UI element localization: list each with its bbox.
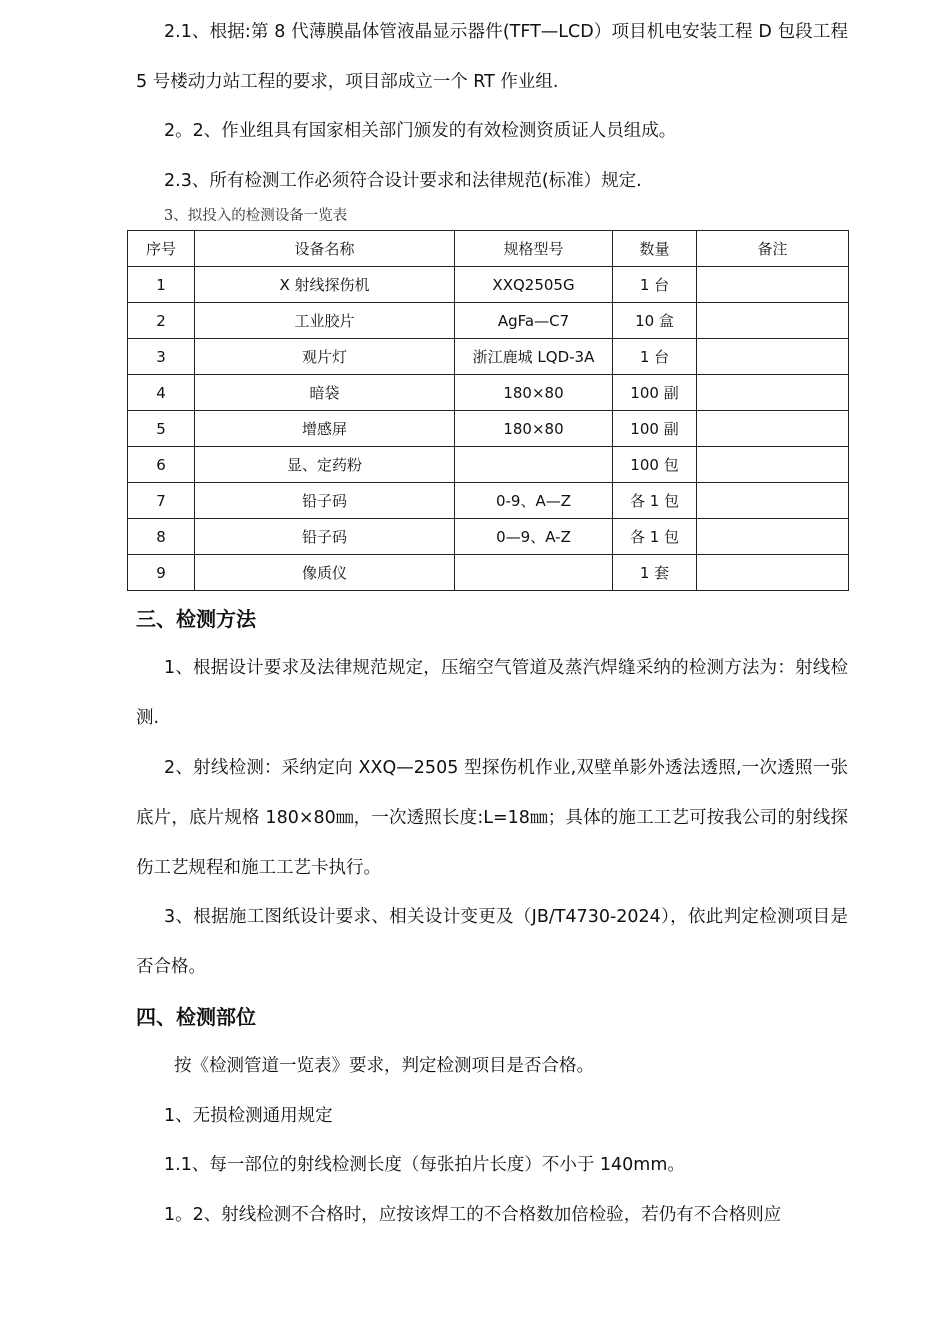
cell-model — [455, 447, 613, 483]
cell-model: 浙江鹿城 LQD-3A — [455, 339, 613, 375]
cell-remarks — [697, 555, 849, 591]
equipment-table — [127, 230, 849, 591]
table-row — [128, 447, 849, 483]
cell-quantity: 1 台 — [613, 267, 697, 303]
cell-name: 观片灯 — [195, 339, 455, 375]
header-name: 设备名称 — [195, 231, 455, 267]
cell-name: 铅子码 — [195, 519, 455, 555]
cell-remarks — [697, 375, 849, 411]
section-4-paragraph-1: 按《检测管道一览表》要求，判定检测项目是否合格。 — [174, 1056, 594, 1076]
cell-model: AgFa—C7 — [455, 303, 613, 339]
cell-quantity: 100 副 — [613, 375, 697, 411]
section-3-paragraph-3: 3、根据施工图纸设计要求、相关设计变更及（JB/T4730-2024），依此判定检测项目是否合格。 — [136, 907, 848, 977]
table-header-row — [128, 231, 849, 267]
cell-index: 6 — [128, 447, 195, 483]
cell-index: 4 — [128, 375, 195, 411]
cell-model — [455, 555, 613, 591]
cell-index: 2 — [128, 303, 195, 339]
cell-remarks — [697, 411, 849, 447]
section-4-paragraph-3: 1.1、每一部位的射线检测长度（每张拍片长度）不小于 140mm。 — [164, 1155, 685, 1175]
section-3-paragraph-2: 2、射线检测：采纳定向 XXQ—2505 型探伤机作业,双壁单影外透法透照,一次透照一张底片，底片规格 180×80㎜，一次透照长度:L=18㎜；具体的施工工艺可按我公司的射线探伤工艺规程和施工工艺卡执行。 — [136, 758, 848, 878]
cell-quantity: 1 套 — [613, 555, 697, 591]
section-4-paragraph-4: 1。2、射线检测不合格时，应按该焊工的不合格数加倍检验，若仍有不合格则应 — [164, 1205, 782, 1225]
cell-name: 工业胶片 — [195, 303, 455, 339]
table-row — [128, 267, 849, 303]
cell-name: 暗袋 — [195, 375, 455, 411]
cell-quantity: 10 盒 — [613, 303, 697, 339]
cell-index: 1 — [128, 267, 195, 303]
table-row — [128, 483, 849, 519]
cell-quantity: 1 台 — [613, 339, 697, 375]
paragraph-2-2: 2。2、作业组具有国家相关部门颁发的有效检测资质证人员组成。 — [164, 121, 677, 141]
cell-name: 显、定药粉 — [195, 447, 455, 483]
cell-remarks — [697, 483, 849, 519]
cell-remarks — [697, 519, 849, 555]
cell-index: 5 — [128, 411, 195, 447]
cell-index: 3 — [128, 339, 195, 375]
cell-remarks — [697, 303, 849, 339]
table-row — [128, 411, 849, 447]
cell-name: X 射线探伤机 — [195, 267, 455, 303]
section-4-paragraph-2: 1、无损检测通用规定 — [164, 1106, 333, 1126]
section-3-heading: 三、检测方法 — [136, 607, 256, 631]
cell-index: 9 — [128, 555, 195, 591]
cell-model: 0—9、A-Z — [455, 519, 613, 555]
table-row — [128, 375, 849, 411]
cell-remarks — [697, 339, 849, 375]
table-row — [128, 555, 849, 591]
table-row — [128, 339, 849, 375]
paragraph-2-1: 2.1、根据:第 8 代薄膜晶体管液晶显示器件(TFT—LCD）项目机电安装工程 D 包段工程 5 号楼动力站工程的要求，项目部成立一个 RT 作业组. — [136, 22, 848, 92]
cell-quantity: 各 1 包 — [613, 519, 697, 555]
section-4-heading: 四、检测部位 — [136, 1005, 256, 1029]
cell-quantity: 100 包 — [613, 447, 697, 483]
header-index: 序号 — [128, 231, 195, 267]
header-model: 规格型号 — [455, 231, 613, 267]
paragraph-2-3: 2.3、所有检测工作必须符合设计要求和法律规范(标准）规定. — [164, 171, 642, 191]
header-remarks: 备注 — [697, 231, 849, 267]
section-3-paragraph-1: 1、根据设计要求及法律规范规定，压缩空气管道及蒸汽焊缝采纳的检测方法为：射线检测. — [136, 658, 848, 728]
cell-name: 铅子码 — [195, 483, 455, 519]
cell-name: 增感屏 — [195, 411, 455, 447]
table-row — [128, 519, 849, 555]
cell-model: 180×80 — [455, 375, 613, 411]
cell-index: 7 — [128, 483, 195, 519]
header-quantity: 数量 — [613, 231, 697, 267]
cell-name: 像质仪 — [195, 555, 455, 591]
cell-remarks — [697, 267, 849, 303]
cell-model: XXQ2505G — [455, 267, 613, 303]
table-row — [128, 303, 849, 339]
cell-index: 8 — [128, 519, 195, 555]
cell-model: 0-9、A—Z — [455, 483, 613, 519]
cell-quantity: 100 副 — [613, 411, 697, 447]
cell-quantity: 各 1 包 — [613, 483, 697, 519]
cell-remarks — [697, 447, 849, 483]
cell-model: 180×80 — [455, 411, 613, 447]
table-caption: 3、拟投入的检测设备一览表 — [164, 208, 348, 224]
